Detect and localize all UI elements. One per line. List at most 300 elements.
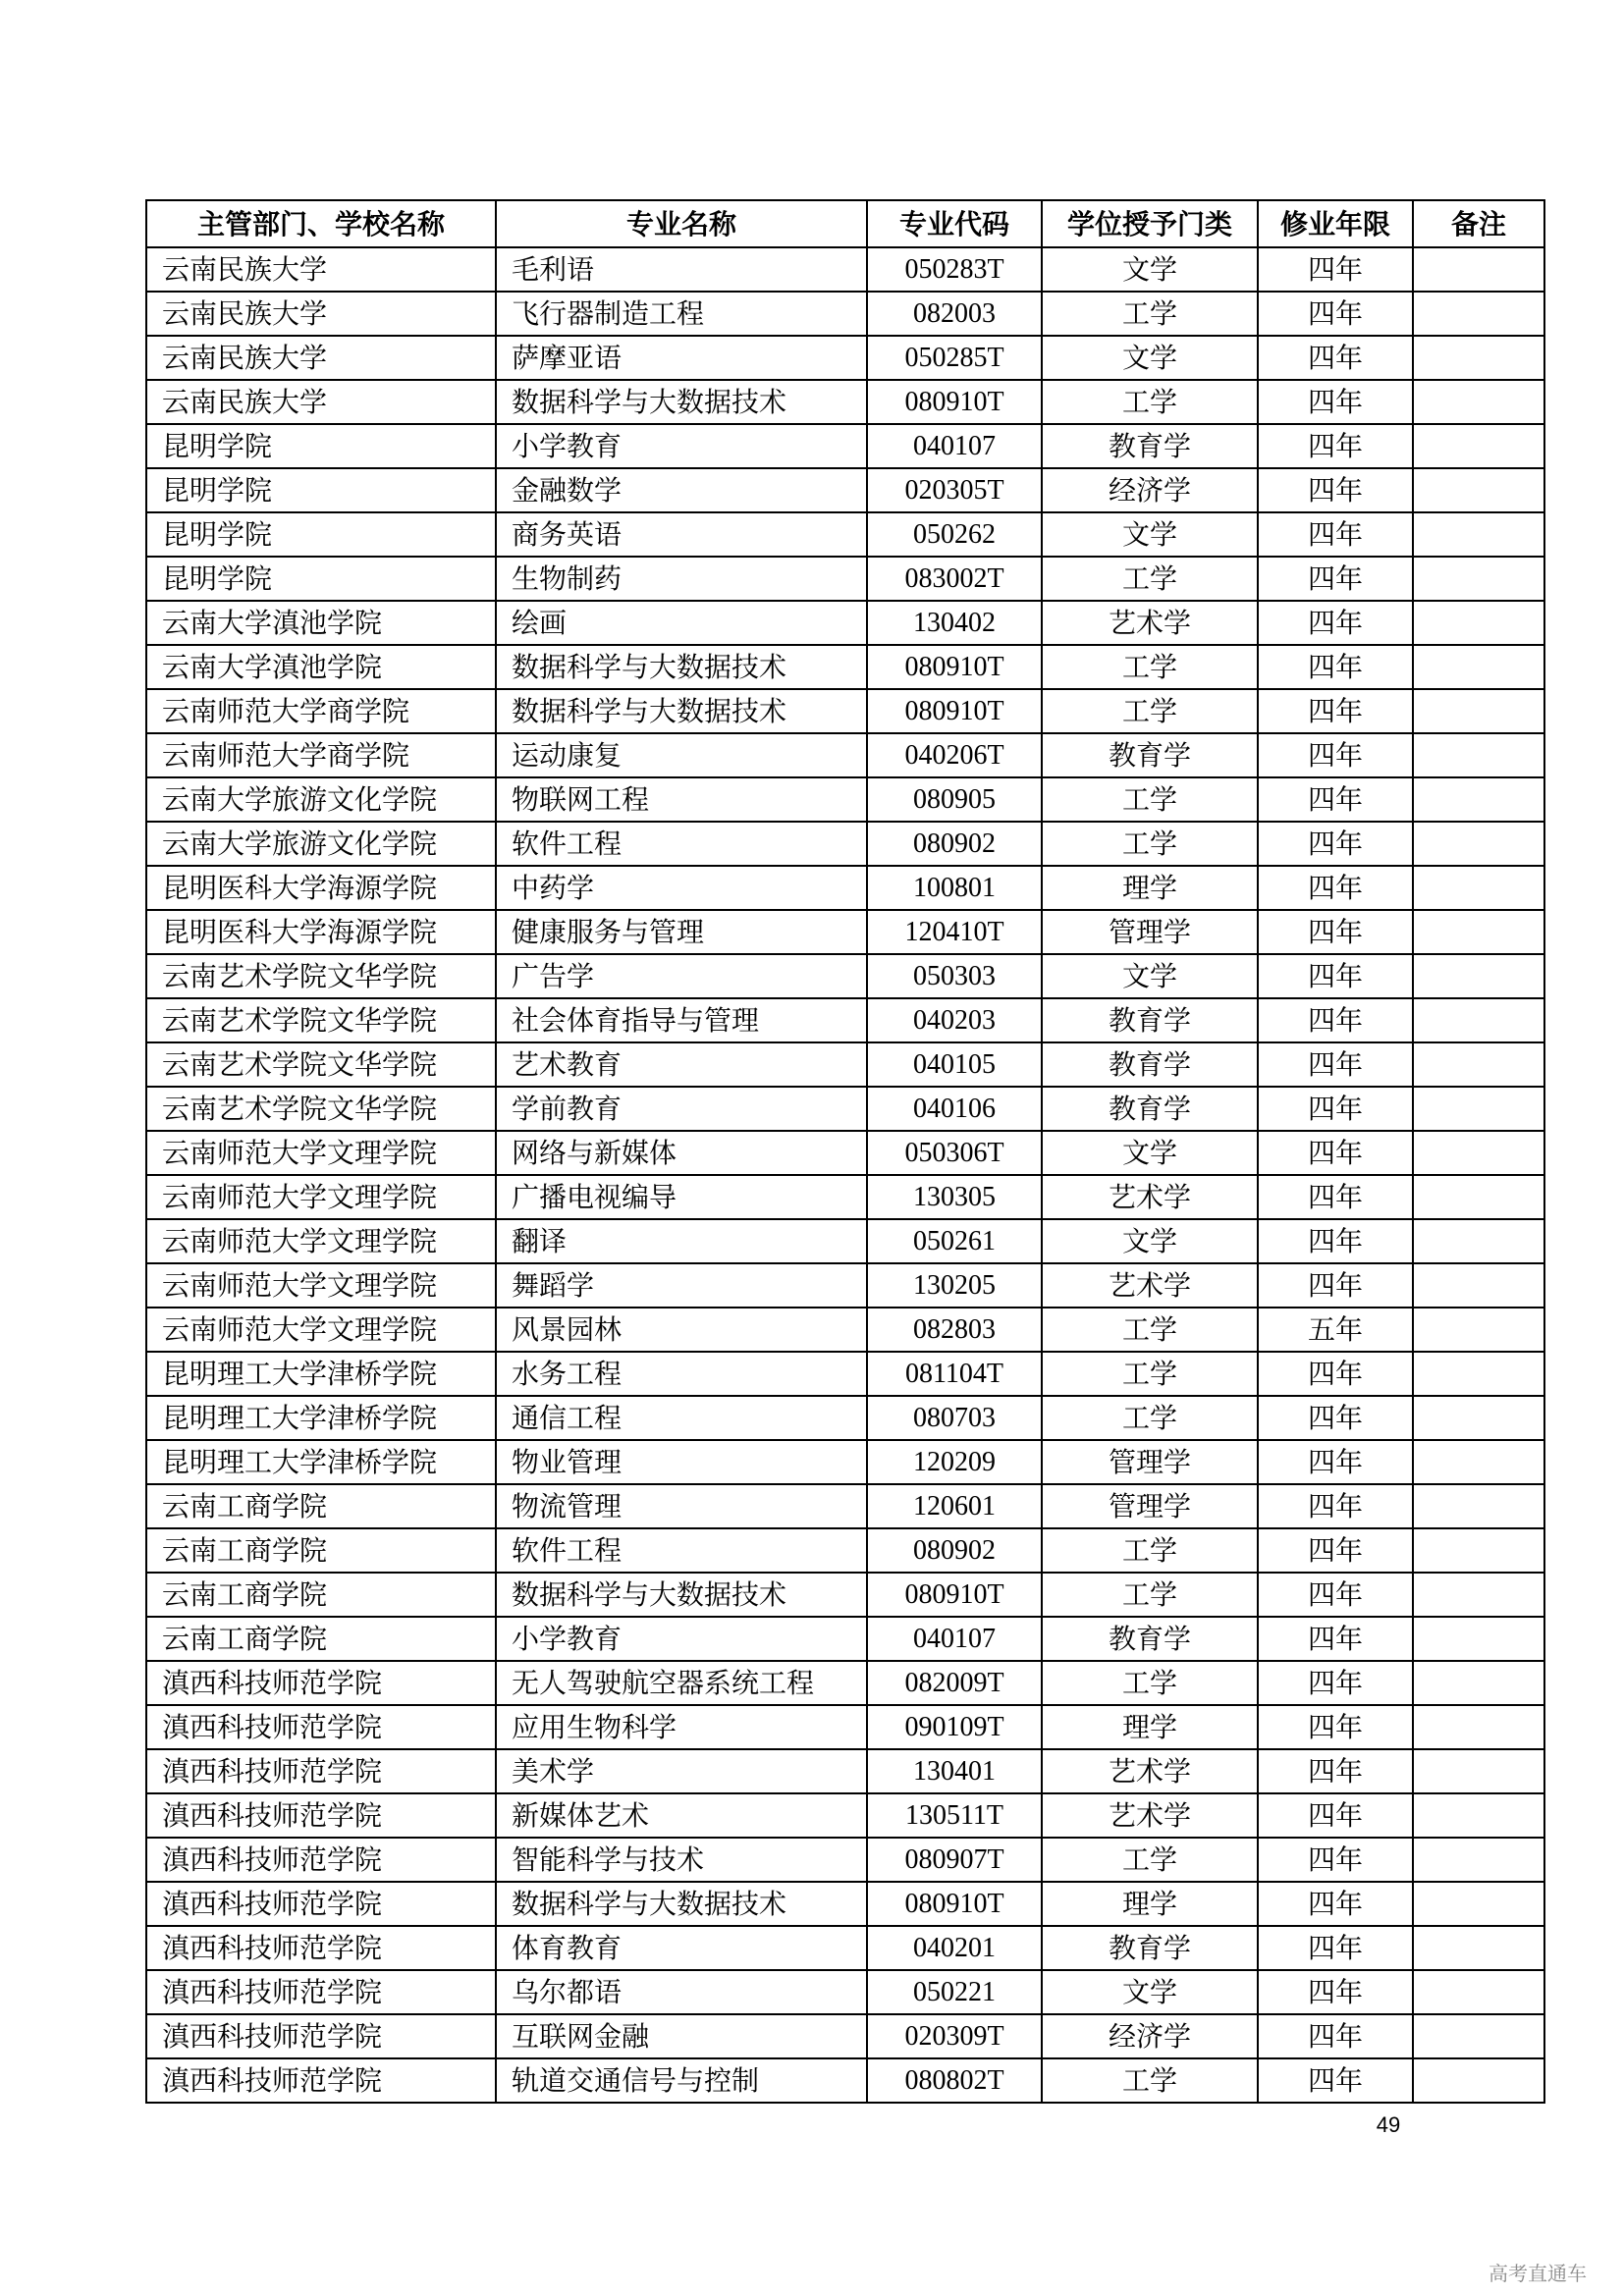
- cell-major: 新媒体艺术: [496, 1793, 867, 1838]
- cell-code: 080910T: [867, 689, 1042, 733]
- cell-remarks: [1413, 733, 1544, 777]
- cell-major: 艺术教育: [496, 1042, 867, 1087]
- cell-degree: 工学: [1042, 1661, 1258, 1705]
- cell-major: 商务英语: [496, 512, 867, 557]
- cell-major: 水务工程: [496, 1352, 867, 1396]
- cell-years: 四年: [1258, 1970, 1413, 2014]
- cell-code: 020305T: [867, 468, 1042, 512]
- cell-years: 四年: [1258, 1175, 1413, 1219]
- cell-degree: 工学: [1042, 1838, 1258, 1882]
- cell-school: 昆明理工大学津桥学院: [146, 1352, 496, 1396]
- table-row: [146, 645, 1544, 689]
- cell-remarks: [1413, 1970, 1544, 2014]
- cell-code: 050285T: [867, 336, 1042, 380]
- cell-degree: 工学: [1042, 2058, 1258, 2103]
- cell-school: 云南师范大学文理学院: [146, 1308, 496, 1352]
- cell-school: 昆明学院: [146, 512, 496, 557]
- cell-school: 云南民族大学: [146, 336, 496, 380]
- cell-code: 080910T: [867, 380, 1042, 424]
- cell-years: 四年: [1258, 292, 1413, 336]
- table-row: [146, 1396, 1544, 1440]
- table-row: [146, 689, 1544, 733]
- table-row: [146, 557, 1544, 601]
- cell-degree: 工学: [1042, 822, 1258, 866]
- cell-school: 云南大学旅游文化学院: [146, 822, 496, 866]
- cell-school: 云南工商学院: [146, 1484, 496, 1528]
- cell-degree: 艺术学: [1042, 1793, 1258, 1838]
- cell-remarks: [1413, 1793, 1544, 1838]
- table-row: [146, 822, 1544, 866]
- table-row: [146, 1705, 1544, 1749]
- cell-years: 四年: [1258, 1352, 1413, 1396]
- table-row: [146, 601, 1544, 645]
- cell-years: 四年: [1258, 1484, 1413, 1528]
- cell-code: 080802T: [867, 2058, 1042, 2103]
- cell-remarks: [1413, 2014, 1544, 2058]
- table-row: [146, 1352, 1544, 1396]
- cell-years: 四年: [1258, 910, 1413, 954]
- cell-degree: 文学: [1042, 247, 1258, 292]
- cell-major: 广告学: [496, 954, 867, 998]
- cell-degree: 教育学: [1042, 998, 1258, 1042]
- cell-years: 四年: [1258, 1263, 1413, 1308]
- cell-code: 130401: [867, 1749, 1042, 1793]
- cell-school: 云南艺术学院文华学院: [146, 998, 496, 1042]
- table-row: [146, 424, 1544, 468]
- cell-school: 滇西科技师范学院: [146, 2058, 496, 2103]
- table-row: [146, 1528, 1544, 1573]
- cell-degree: 工学: [1042, 777, 1258, 822]
- cell-remarks: [1413, 1484, 1544, 1528]
- cell-degree: 文学: [1042, 336, 1258, 380]
- cell-school: 云南师范大学文理学院: [146, 1263, 496, 1308]
- cell-major: 数据科学与大数据技术: [496, 1882, 867, 1926]
- table-row: [146, 1308, 1544, 1352]
- cell-code: 080902: [867, 822, 1042, 866]
- header-years: 修业年限: [1258, 200, 1413, 247]
- cell-school: 云南大学滇池学院: [146, 645, 496, 689]
- cell-code: 050261: [867, 1219, 1042, 1263]
- cell-major: 通信工程: [496, 1396, 867, 1440]
- cell-degree: 经济学: [1042, 2014, 1258, 2058]
- cell-school: 滇西科技师范学院: [146, 1838, 496, 1882]
- cell-degree: 工学: [1042, 1528, 1258, 1573]
- table-row: [146, 468, 1544, 512]
- cell-school: 云南艺术学院文华学院: [146, 1087, 496, 1131]
- cell-code: 040107: [867, 424, 1042, 468]
- cell-remarks: [1413, 866, 1544, 910]
- cell-major: 风景园林: [496, 1308, 867, 1352]
- cell-years: 四年: [1258, 777, 1413, 822]
- table-row: [146, 1882, 1544, 1926]
- header-school: 主管部门、学校名称: [146, 200, 496, 247]
- cell-code: 130402: [867, 601, 1042, 645]
- cell-remarks: [1413, 1396, 1544, 1440]
- cell-major: 毛利语: [496, 247, 867, 292]
- table-row: [146, 1484, 1544, 1528]
- cell-code: 080905: [867, 777, 1042, 822]
- cell-degree: 工学: [1042, 689, 1258, 733]
- cell-years: 四年: [1258, 1131, 1413, 1175]
- cell-remarks: [1413, 645, 1544, 689]
- cell-degree: 教育学: [1042, 1087, 1258, 1131]
- cell-remarks: [1413, 1263, 1544, 1308]
- cell-code: 130305: [867, 1175, 1042, 1219]
- cell-school: 滇西科技师范学院: [146, 1749, 496, 1793]
- cell-remarks: [1413, 1617, 1544, 1661]
- cell-remarks: [1413, 1131, 1544, 1175]
- cell-remarks: [1413, 2058, 1544, 2103]
- cell-school: 云南艺术学院文华学院: [146, 954, 496, 998]
- cell-remarks: [1413, 1838, 1544, 1882]
- cell-degree: 理学: [1042, 1882, 1258, 1926]
- cell-school: 昆明学院: [146, 557, 496, 601]
- cell-major: 轨道交通信号与控制: [496, 2058, 867, 2103]
- cell-remarks: [1413, 1219, 1544, 1263]
- cell-school: 昆明理工大学津桥学院: [146, 1440, 496, 1484]
- cell-remarks: [1413, 247, 1544, 292]
- cell-years: 四年: [1258, 689, 1413, 733]
- cell-remarks: [1413, 1042, 1544, 1087]
- cell-years: 四年: [1258, 601, 1413, 645]
- cell-degree: 工学: [1042, 1396, 1258, 1440]
- cell-remarks: [1413, 1661, 1544, 1705]
- cell-remarks: [1413, 954, 1544, 998]
- cell-school: 滇西科技师范学院: [146, 1882, 496, 1926]
- cell-major: 物流管理: [496, 1484, 867, 1528]
- cell-major: 乌尔都语: [496, 1970, 867, 2014]
- cell-years: 四年: [1258, 2014, 1413, 2058]
- cell-major: 绘画: [496, 601, 867, 645]
- cell-major: 数据科学与大数据技术: [496, 645, 867, 689]
- cell-degree: 工学: [1042, 380, 1258, 424]
- cell-degree: 工学: [1042, 557, 1258, 601]
- cell-code: 080910T: [867, 1882, 1042, 1926]
- header-remarks: 备注: [1413, 200, 1544, 247]
- table-row: [146, 336, 1544, 380]
- cell-school: 云南大学旅游文化学院: [146, 777, 496, 822]
- cell-code: 120209: [867, 1440, 1042, 1484]
- table-row: [146, 910, 1544, 954]
- cell-remarks: [1413, 336, 1544, 380]
- cell-years: 四年: [1258, 954, 1413, 998]
- cell-years: 四年: [1258, 866, 1413, 910]
- cell-years: 四年: [1258, 336, 1413, 380]
- cell-school: 昆明学院: [146, 468, 496, 512]
- cell-major: 互联网金融: [496, 2014, 867, 2058]
- cell-remarks: [1413, 1087, 1544, 1131]
- page-number: 49: [1376, 2112, 1401, 2137]
- table-row: [146, 1263, 1544, 1308]
- cell-code: 080910T: [867, 645, 1042, 689]
- cell-school: 滇西科技师范学院: [146, 1970, 496, 2014]
- cell-code: 082803: [867, 1308, 1042, 1352]
- cell-major: 软件工程: [496, 822, 867, 866]
- cell-major: 中药学: [496, 866, 867, 910]
- cell-degree: 教育学: [1042, 1926, 1258, 1970]
- cell-years: 四年: [1258, 733, 1413, 777]
- cell-code: 040105: [867, 1042, 1042, 1087]
- cell-remarks: [1413, 1573, 1544, 1617]
- cell-major: 舞蹈学: [496, 1263, 867, 1308]
- cell-remarks: [1413, 910, 1544, 954]
- cell-years: 四年: [1258, 1440, 1413, 1484]
- cell-major: 萨摩亚语: [496, 336, 867, 380]
- cell-code: 050262: [867, 512, 1042, 557]
- table-row: [146, 1661, 1544, 1705]
- cell-years: 四年: [1258, 424, 1413, 468]
- cell-code: 050303: [867, 954, 1042, 998]
- cell-code: 040201: [867, 1926, 1042, 1970]
- cell-remarks: [1413, 822, 1544, 866]
- cell-years: 四年: [1258, 1661, 1413, 1705]
- table-row: [146, 1970, 1544, 2014]
- cell-years: 四年: [1258, 1573, 1413, 1617]
- cell-code: 080703: [867, 1396, 1042, 1440]
- cell-school: 云南艺术学院文华学院: [146, 1042, 496, 1087]
- cell-years: 四年: [1258, 557, 1413, 601]
- cell-degree: 艺术学: [1042, 1175, 1258, 1219]
- cell-years: 四年: [1258, 1617, 1413, 1661]
- table-row: [146, 1219, 1544, 1263]
- cell-school: 云南师范大学文理学院: [146, 1219, 496, 1263]
- cell-code: 130205: [867, 1263, 1042, 1308]
- table-row: [146, 380, 1544, 424]
- cell-code: 020309T: [867, 2014, 1042, 2058]
- cell-code: 120410T: [867, 910, 1042, 954]
- cell-code: 120601: [867, 1484, 1042, 1528]
- cell-code: 040203: [867, 998, 1042, 1042]
- cell-remarks: [1413, 512, 1544, 557]
- cell-school: 云南民族大学: [146, 247, 496, 292]
- cell-code: 081104T: [867, 1352, 1042, 1396]
- cell-degree: 艺术学: [1042, 601, 1258, 645]
- table-header-row: [146, 200, 1544, 247]
- cell-years: 四年: [1258, 1219, 1413, 1263]
- cell-degree: 管理学: [1042, 1440, 1258, 1484]
- cell-major: 小学教育: [496, 424, 867, 468]
- table-row: [146, 1617, 1544, 1661]
- table-row: [146, 1749, 1544, 1793]
- cell-major: 飞行器制造工程: [496, 292, 867, 336]
- cell-major: 运动康复: [496, 733, 867, 777]
- cell-major: 小学教育: [496, 1617, 867, 1661]
- cell-school: 昆明理工大学津桥学院: [146, 1396, 496, 1440]
- table-body: [146, 247, 1544, 2103]
- cell-major: 应用生物科学: [496, 1705, 867, 1749]
- cell-years: 四年: [1258, 1042, 1413, 1087]
- cell-years: 四年: [1258, 645, 1413, 689]
- cell-major: 物业管理: [496, 1440, 867, 1484]
- cell-years: 四年: [1258, 998, 1413, 1042]
- cell-degree: 艺术学: [1042, 1263, 1258, 1308]
- cell-school: 云南民族大学: [146, 292, 496, 336]
- cell-degree: 教育学: [1042, 1617, 1258, 1661]
- cell-school: 云南大学滇池学院: [146, 601, 496, 645]
- table-row: [146, 1573, 1544, 1617]
- cell-major: 无人驾驶航空器系统工程: [496, 1661, 867, 1705]
- cell-school: 昆明医科大学海源学院: [146, 910, 496, 954]
- cell-code: 130511T: [867, 1793, 1042, 1838]
- cell-major: 广播电视编导: [496, 1175, 867, 1219]
- cell-degree: 工学: [1042, 1573, 1258, 1617]
- cell-code: 050306T: [867, 1131, 1042, 1175]
- cell-major: 软件工程: [496, 1528, 867, 1573]
- table-row: [146, 1440, 1544, 1484]
- cell-degree: 经济学: [1042, 468, 1258, 512]
- cell-remarks: [1413, 1440, 1544, 1484]
- cell-degree: 教育学: [1042, 1042, 1258, 1087]
- cell-remarks: [1413, 468, 1544, 512]
- cell-remarks: [1413, 1528, 1544, 1573]
- cell-degree: 文学: [1042, 512, 1258, 557]
- cell-years: 四年: [1258, 1087, 1413, 1131]
- cell-school: 滇西科技师范学院: [146, 1926, 496, 1970]
- cell-school: 云南师范大学商学院: [146, 689, 496, 733]
- table-row: [146, 777, 1544, 822]
- cell-code: 080910T: [867, 1573, 1042, 1617]
- cell-degree: 理学: [1042, 866, 1258, 910]
- cell-school: 滇西科技师范学院: [146, 2014, 496, 2058]
- header-degree: 学位授予门类: [1042, 200, 1258, 247]
- cell-code: 040206T: [867, 733, 1042, 777]
- cell-school: 昆明学院: [146, 424, 496, 468]
- cell-code: 050221: [867, 1970, 1042, 2014]
- table-row: [146, 1131, 1544, 1175]
- cell-major: 体育教育: [496, 1926, 867, 1970]
- cell-degree: 教育学: [1042, 424, 1258, 468]
- cell-code: 100801: [867, 866, 1042, 910]
- cell-code: 040107: [867, 1617, 1042, 1661]
- cell-years: 四年: [1258, 1838, 1413, 1882]
- cell-years: 四年: [1258, 1749, 1413, 1793]
- cell-remarks: [1413, 998, 1544, 1042]
- cell-school: 滇西科技师范学院: [146, 1705, 496, 1749]
- cell-school: 云南师范大学文理学院: [146, 1131, 496, 1175]
- cell-code: 050283T: [867, 247, 1042, 292]
- cell-major: 网络与新媒体: [496, 1131, 867, 1175]
- cell-major: 智能科学与技术: [496, 1838, 867, 1882]
- cell-major: 健康服务与管理: [496, 910, 867, 954]
- cell-degree: 工学: [1042, 292, 1258, 336]
- cell-remarks: [1413, 689, 1544, 733]
- cell-major: 社会体育指导与管理: [496, 998, 867, 1042]
- table-row: [146, 2014, 1544, 2058]
- cell-remarks: [1413, 1308, 1544, 1352]
- cell-remarks: [1413, 1175, 1544, 1219]
- cell-degree: 艺术学: [1042, 1749, 1258, 1793]
- cell-remarks: [1413, 1926, 1544, 1970]
- cell-years: 四年: [1258, 1396, 1413, 1440]
- cell-remarks: [1413, 1705, 1544, 1749]
- table-row: [146, 998, 1544, 1042]
- cell-remarks: [1413, 1882, 1544, 1926]
- cell-major: 数据科学与大数据技术: [496, 380, 867, 424]
- cell-remarks: [1413, 1352, 1544, 1396]
- cell-code: 083002T: [867, 557, 1042, 601]
- cell-school: 云南民族大学: [146, 380, 496, 424]
- table-row: [146, 1042, 1544, 1087]
- cell-degree: 管理学: [1042, 910, 1258, 954]
- cell-major: 数据科学与大数据技术: [496, 1573, 867, 1617]
- cell-school: 云南工商学院: [146, 1528, 496, 1573]
- cell-school: 云南工商学院: [146, 1617, 496, 1661]
- table-row: [146, 1087, 1544, 1131]
- cell-code: 040106: [867, 1087, 1042, 1131]
- table-row: [146, 2058, 1544, 2103]
- cell-degree: 文学: [1042, 954, 1258, 998]
- cell-code: 080907T: [867, 1838, 1042, 1882]
- cell-degree: 管理学: [1042, 1484, 1258, 1528]
- cell-degree: 工学: [1042, 645, 1258, 689]
- cell-major: 生物制药: [496, 557, 867, 601]
- cell-years: 四年: [1258, 1882, 1413, 1926]
- cell-code: 082009T: [867, 1661, 1042, 1705]
- cell-degree: 工学: [1042, 1308, 1258, 1352]
- cell-years: 四年: [1258, 512, 1413, 557]
- cell-remarks: [1413, 777, 1544, 822]
- cell-degree: 文学: [1042, 1219, 1258, 1263]
- table-row: [146, 733, 1544, 777]
- cell-remarks: [1413, 424, 1544, 468]
- cell-major: 翻译: [496, 1219, 867, 1263]
- cell-degree: 工学: [1042, 1352, 1258, 1396]
- cell-years: 四年: [1258, 468, 1413, 512]
- table-row: [146, 292, 1544, 336]
- table-row: [146, 247, 1544, 292]
- cell-years: 四年: [1258, 822, 1413, 866]
- cell-degree: 文学: [1042, 1131, 1258, 1175]
- header-code: 专业代码: [867, 200, 1042, 247]
- cell-school: 云南师范大学商学院: [146, 733, 496, 777]
- table-row: [146, 866, 1544, 910]
- cell-remarks: [1413, 601, 1544, 645]
- cell-code: 082003: [867, 292, 1042, 336]
- cell-degree: 文学: [1042, 1970, 1258, 2014]
- table-row: [146, 512, 1544, 557]
- cell-school: 云南工商学院: [146, 1573, 496, 1617]
- cell-years: 四年: [1258, 247, 1413, 292]
- table-row: [146, 1793, 1544, 1838]
- cell-years: 四年: [1258, 380, 1413, 424]
- cell-major: 金融数学: [496, 468, 867, 512]
- cell-years: 四年: [1258, 1528, 1413, 1573]
- cell-major: 学前教育: [496, 1087, 867, 1131]
- table-row: [146, 1175, 1544, 1219]
- cell-years: 五年: [1258, 1308, 1413, 1352]
- cell-major: 美术学: [496, 1749, 867, 1793]
- table-row: [146, 1838, 1544, 1882]
- cell-degree: 理学: [1042, 1705, 1258, 1749]
- header-major: 专业名称: [496, 200, 867, 247]
- cell-school: 云南师范大学文理学院: [146, 1175, 496, 1219]
- watermark: 高考直通车: [1489, 2262, 1587, 2285]
- cell-code: 090109T: [867, 1705, 1042, 1749]
- cell-years: 四年: [1258, 1705, 1413, 1749]
- majors-table: [145, 199, 1545, 2104]
- cell-school: 滇西科技师范学院: [146, 1661, 496, 1705]
- cell-remarks: [1413, 557, 1544, 601]
- table-row: [146, 1926, 1544, 1970]
- cell-school: 滇西科技师范学院: [146, 1793, 496, 1838]
- cell-degree: 教育学: [1042, 733, 1258, 777]
- cell-years: 四年: [1258, 1926, 1413, 1970]
- cell-remarks: [1413, 380, 1544, 424]
- cell-years: 四年: [1258, 2058, 1413, 2103]
- cell-remarks: [1413, 292, 1544, 336]
- cell-remarks: [1413, 1749, 1544, 1793]
- cell-code: 080902: [867, 1528, 1042, 1573]
